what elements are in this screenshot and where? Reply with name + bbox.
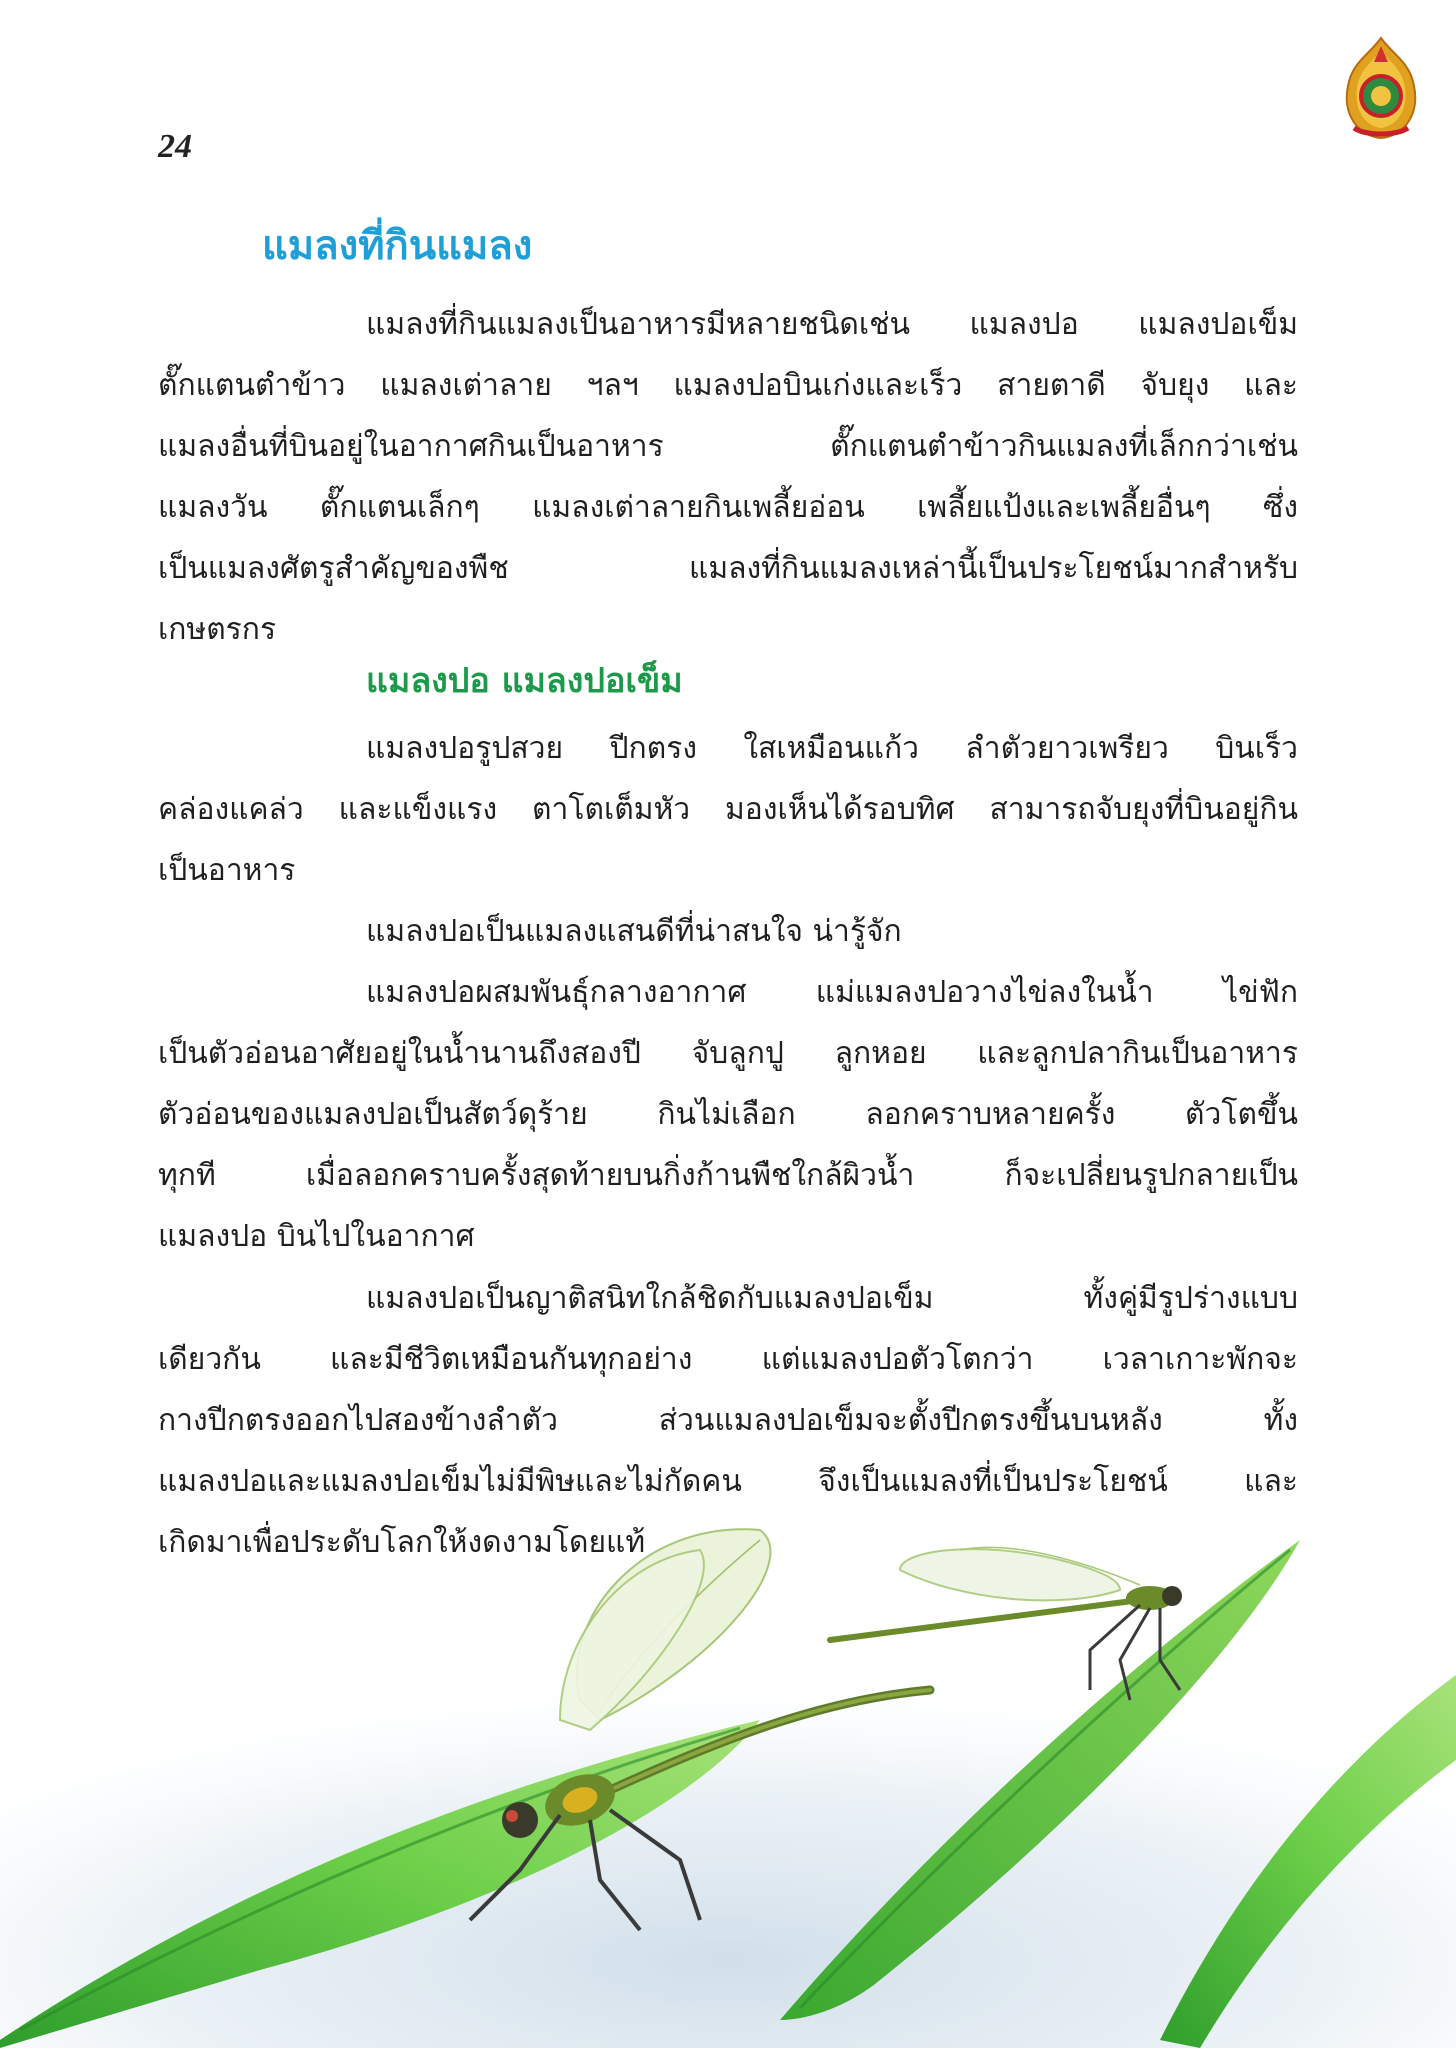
text-line: ตั๊กแตนตำข้าว แมลงเต่าลาย ฯลฯ แมลงปอบินเก่งและเร็ว สายตาดี จับยุง และ: [158, 368, 1298, 403]
paragraph-insect-eaters: [158, 294, 1298, 660]
paragraph-dragonfly-lifecycle: [158, 962, 1298, 1267]
paragraph-dragonfly-interesting: [158, 901, 1298, 962]
text-line: คล่องแคล่ว และแข็งแรง ตาโตเต็มหัว มองเห็นได้รอบทิศ สามารถจับยุงที่บินอยู่กิน: [158, 792, 1298, 827]
text-line: เกิดมาเพื่อประดับโลกให้งดงามโดยแท้: [158, 1525, 646, 1560]
text-line: แมลงวัน ตั๊กแตนเล็กๆ แมลงเต่าลายกินเพลี้ยอ่อน เพลี้ยแป้งและเพลี้ยอื่นๆ ซึ่ง: [158, 490, 1298, 525]
paragraph-dragonfly-description: [158, 718, 1298, 901]
text-line: เดียวกัน และมีชีวิตเหมือนกันทุกอย่าง แต่แมลงปอตัวโตกว่า เวลาเกาะพักจะ: [158, 1342, 1298, 1377]
text-line: แมลงปอเป็นแมลงแสนดีที่น่าสนใจ น่ารู้จัก: [366, 914, 902, 949]
section-heading-insects-eating-insects: แมลงที่กินแมลง: [262, 223, 533, 269]
text-line: ทุกที เมื่อลอกคราบครั้งสุดท้ายบนกิ่งก้านพืชใกล้ผิวน้ำ ก็จะเปลี่ยนรูปกลายเป็น: [158, 1158, 1298, 1193]
dragonfly-illustration: [0, 1500, 1456, 2048]
text-line: เป็นอาหาร: [158, 853, 296, 888]
text-line: กางปีกตรงออกไปสองข้างลำตัว ส่วนแมลงปอเข็มจะตั้งปีกตรงขึ้นบนหลัง ทั้ง: [158, 1403, 1298, 1438]
text-line: แมลงปอ บินไปในอากาศ: [158, 1219, 475, 1254]
text-line: แมลงที่กินแมลงเป็นอาหารมีหลายชนิดเช่น แมลงปอ แมลงปอเข็ม: [366, 307, 1298, 342]
text-line: เป็นตัวอ่อนอาศัยอยู่ในน้ำนานถึงสองปี จับลูกปู ลูกหอย และลูกปลากินเป็นอาหาร: [158, 1036, 1298, 1071]
text-line: แมลงปอและแมลงปอเข็มไม่มีพิษและไม่กัดคน จึงเป็นแมลงที่เป็นประโยชน์ และ: [158, 1464, 1298, 1499]
text-line: แมลงอื่นที่บินอยู่ในอากาศกินเป็นอาหาร ตั๊กแตนตำข้าวกินแมลงที่เล็กกว่าเช่น: [158, 429, 1298, 464]
text-line: ตัวอ่อนของแมลงปอเป็นสัตว์ดุร้าย กินไม่เลือก ลอกคราบหลายครั้ง ตัวโตขึ้น: [158, 1097, 1298, 1132]
text-line: แมลงปอผสมพันธุ์กลางอากาศ แม่แมลงปอวางไข่ลงในน้ำ ไข่ฟัก: [366, 975, 1298, 1010]
text-line: เกษตรกร: [158, 612, 277, 647]
page-number: 24: [158, 128, 192, 165]
text-line: แมลงปอเป็นญาติสนิทใกล้ชิดกับแมลงปอเข็ม ทั้งคู่มีรูปร่างแบบ: [366, 1281, 1298, 1316]
text-line: เป็นแมลงศัตรูสำคัญของพืช แมลงที่กินแมลงเหล่านี้เป็นประโยชน์มากสำหรับ: [158, 551, 1298, 586]
text-line: แมลงปอรูปสวย ปีกตรง ใสเหมือนแก้ว ลำตัวยาวเพรียว บินเร็ว: [366, 731, 1298, 766]
ministry-emblem-icon: [1340, 36, 1422, 140]
subheading-dragonfly-damselfly: แมลงปอ แมลงปอเข็ม: [366, 661, 683, 701]
